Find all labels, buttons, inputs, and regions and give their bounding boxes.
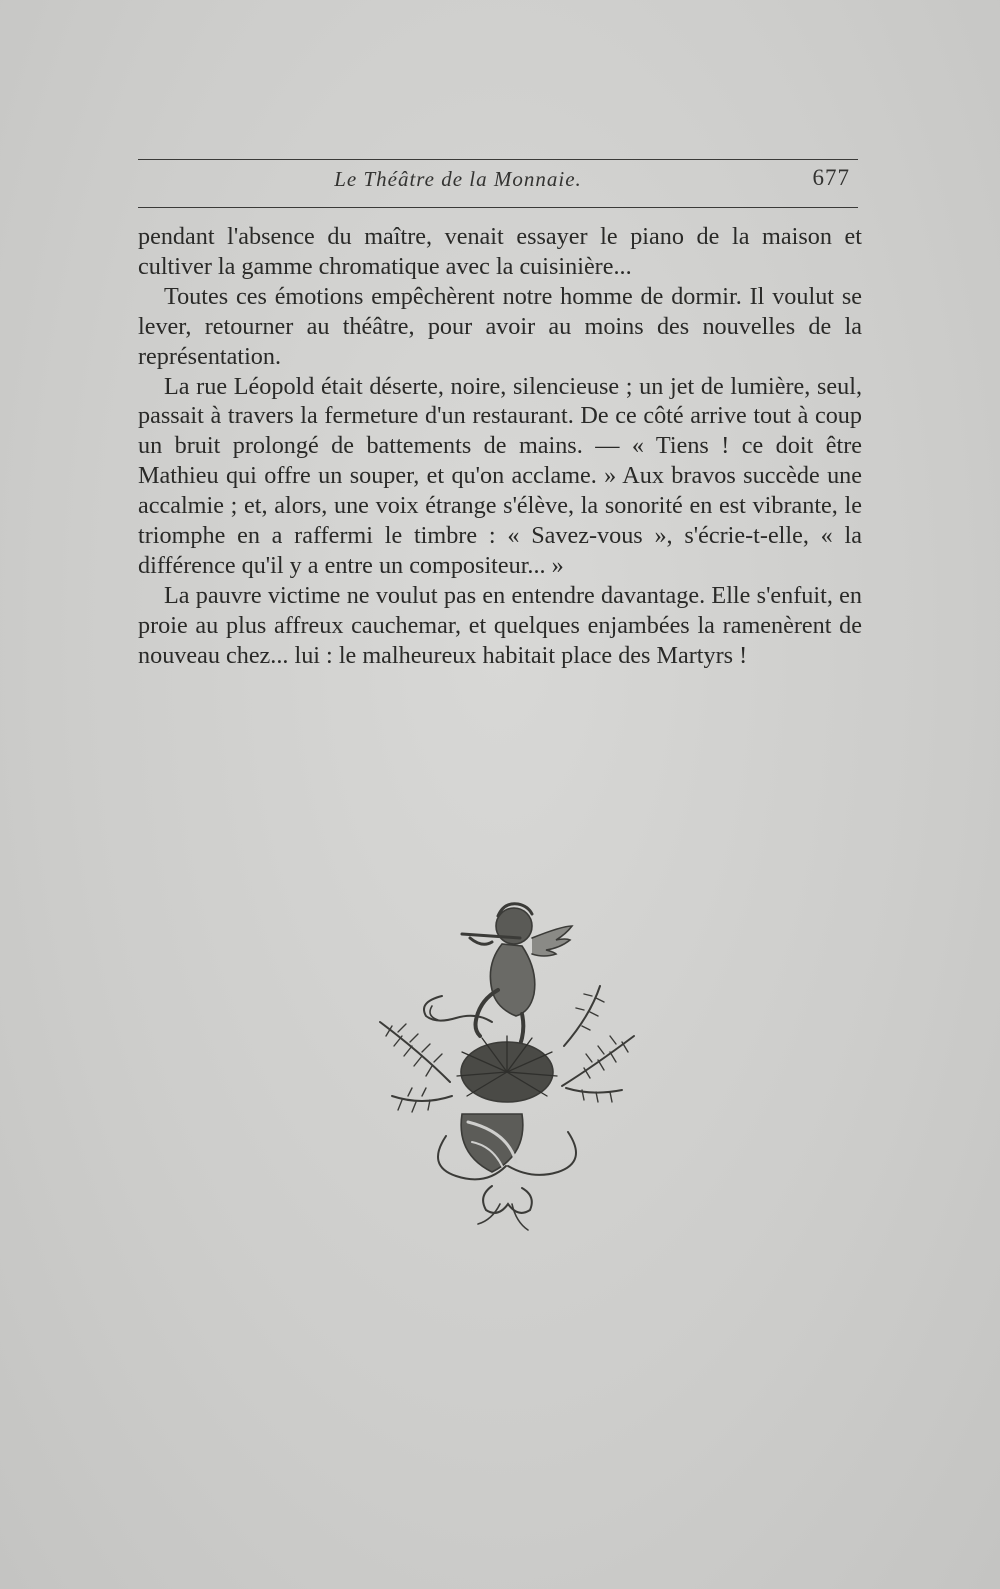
paragraph: La rue Léopold était déserte, noire, silencieuse ; un jet de lumière, seul, passait à travers la fermeture d'un restaurant. De ce côté arrive tout à coup un bruit prolongé de battements de mains. — « Tiens ! ce doit être Mathieu qui offre un souper, et qu'on acclame. » Aux bravos succède une accalmie ; et, alors, une voix étrange s'élève, la sonorité en est vibrante, le triomphe en a raffermi le timbre : « Savez-vous », s'écrie-t-elle, « la différence qu'il y a entre un compositeur... »: [138, 372, 862, 579]
cherub-flute-wreath-icon: [372, 886, 642, 1246]
header-rule-top: [138, 159, 858, 160]
paragraph: pendant l'absence du maître, venait essayer le piano de la maison et cultiver la gamme chromatique avec la cuisinière...: [138, 223, 862, 280]
paragraph: Toutes ces émotions empêchèrent notre homme de dormir. Il voulut se lever, retourner au théâtre, pour avoir au moins des nouvelles de la représentation.: [138, 282, 862, 370]
page-number: 677: [812, 165, 850, 190]
running-head: [138, 165, 858, 201]
running-head-title: Le Théâtre de la Monnaie.: [334, 167, 582, 191]
paragraph: La pauvre victime ne voulut pas en entendre davantage. Elle s'enfuit, en proie au plus affreux cauchemar, et quelques enjambées la ramenèrent de nouveau chez... lui : le malheureux habitait place des Martyrs !: [138, 581, 862, 669]
header-rule-bottom: [138, 207, 858, 208]
body-text: [138, 222, 862, 671]
